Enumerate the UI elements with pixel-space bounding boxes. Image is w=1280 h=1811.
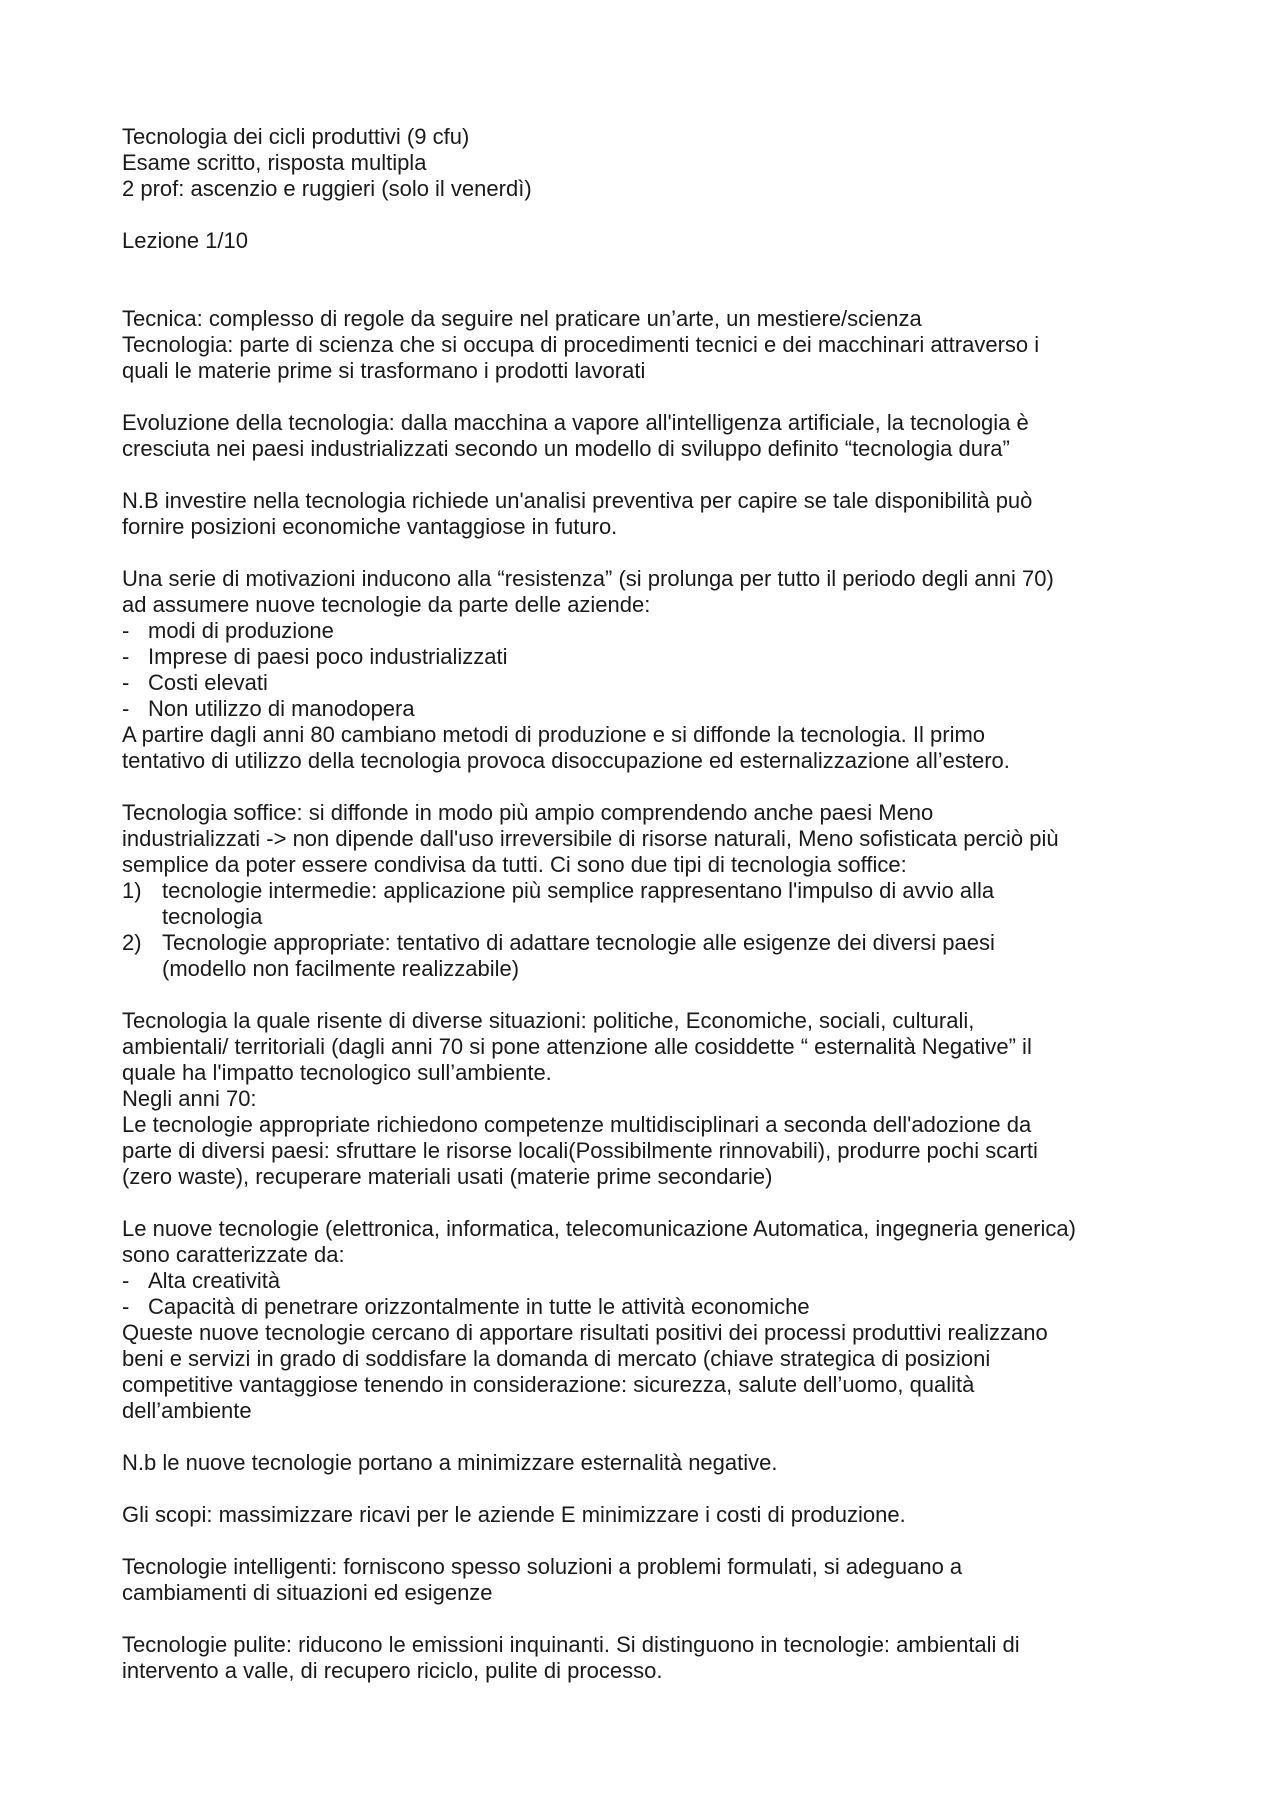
text-line: quale ha l'impatto tecnologico sull’ambiente. — [122, 1060, 552, 1085]
text-line: tentativo di utilizzo della tecnologia provoca disoccupazione ed esternalizzazione all’estero. — [122, 748, 1010, 773]
exam-info: Esame scritto, risposta multipla — [122, 150, 427, 175]
definitions-paragraph — [122, 306, 1182, 384]
text-line: Le tecnologie appropriate richiedono competenze multidisciplinari a seconda dell'adozione da — [122, 1112, 1032, 1137]
text-line: fornire posizioni economiche vantaggiose in futuro. — [122, 514, 618, 539]
list-item: - Alta creatività — [122, 1268, 281, 1293]
nb-externalities-paragraph — [122, 1450, 1182, 1476]
text-line: Tecnologie pulite: riducono le emissioni inquinanti. Si distinguono in tecnologie: ambientali di — [122, 1632, 1020, 1657]
text-line: Negli anni 70: — [122, 1086, 257, 1111]
text-line: industrializzati -> non dipende dall'uso irreversibile di risorse naturali, Meno sofisticata perciò più — [122, 826, 1059, 851]
text-line: parte di diversi paesi: sfruttare le risorse locali(Possibilmente rinnovabili), produrre pochi scarti — [122, 1138, 1038, 1163]
text-line: ad assumere nuove tecnologie da parte delle aziende: — [122, 592, 651, 617]
text-line: N.B investire nella tecnologia richiede un'analisi preventiva per capire se tale disponibilità può — [122, 488, 1033, 513]
list-item: - Capacità di penetrare orizzontalmente in tutte le attività economiche — [122, 1294, 810, 1319]
text-line: N.b le nuove tecnologie portano a minimizzare esternalità negative. — [122, 1450, 778, 1475]
text-line: Le nuove tecnologie (elettronica, informatica, telecomunicazione Automatica, ingegneria generica) — [122, 1216, 1076, 1241]
goals-paragraph — [122, 1502, 1182, 1528]
clean-technologies-paragraph — [122, 1632, 1182, 1684]
text-line: Una serie di motivazioni inducono alla “resistenza” (si prolunga per tutto il periodo degli anni 70) — [122, 566, 1054, 591]
numbered-item: 1) tecnologie intermedie: applicazione più semplice rappresentano l'impulso di avvio alla tecnologia — [122, 878, 995, 929]
soft-technology-paragraph — [122, 800, 1182, 982]
text-line: Tecnologia la quale risente di diverse situazioni: politiche, Economiche, sociali, culturali, — [122, 1008, 975, 1033]
course-title: Tecnologia dei cicli produttivi (9 cfu) — [122, 124, 470, 149]
text-line: Tecnologia soffice: si diffonde in modo più ampio comprendendo anche paesi Meno — [122, 800, 934, 825]
text-line: A partire dagli anni 80 cambiano metodi di produzione e si diffonde la tecnologia. Il primo — [122, 722, 986, 747]
text-line: Tecnologie intelligenti: forniscono spesso soluzioni a problemi formulati, si adeguano a — [122, 1554, 963, 1579]
list-item: - Imprese di paesi poco industrializzati — [122, 644, 508, 669]
new-technologies-paragraph — [122, 1216, 1182, 1424]
text-line: semplice da poter essere condivisa da tutti. Ci sono due tipi di tecnologia soffice: — [122, 852, 907, 877]
list-item: - Non utilizzo di manodopera — [122, 696, 415, 721]
text-line: competitive vantaggiose tenendo in considerazione: sicurezza, salute dell’uomo, qualità — [122, 1372, 975, 1397]
text-line: dell’ambiente — [122, 1398, 252, 1423]
text-line: cresciuta nei paesi industrializzati secondo un modello di sviluppo definito “tecnologia dura” — [122, 436, 1010, 461]
text-line: cambiamenti di situazioni ed esigenze — [122, 1580, 493, 1605]
text-line: sono caratterizzate da: — [122, 1242, 345, 1267]
lesson-number: Lezione 1/10 — [122, 228, 248, 253]
text-line: quali le materie prime si trasformano i prodotti lavorati — [122, 358, 646, 383]
numbered-item: 2) Tecnologie appropriate: tentativo di adattare tecnologie alle esigenze dei diversi paesi (modello non facilmente realizzabile) — [122, 930, 995, 981]
situations-paragraph — [122, 1008, 1182, 1190]
document-page — [122, 124, 1182, 1710]
nb-investment-paragraph — [122, 488, 1182, 540]
text-line: Queste nuove tecnologie cercano di apportare risultati positivi dei processi produttivi realizzano — [122, 1320, 1048, 1345]
list-item: - modi di produzione — [122, 618, 334, 643]
text-line: ambientali/ territoriali (dagli anni 70 si pone attenzione alle cosiddette “ esternalità Negative” il — [122, 1034, 1032, 1059]
resistance-paragraph — [122, 566, 1182, 774]
professors-info: 2 prof: ascenzio e ruggieri (solo il venerdì) — [122, 176, 532, 201]
text-line: Tecnica: complesso di regole da seguire nel praticare un’arte, un mestiere/scienza — [122, 306, 922, 331]
text-line: Gli scopi: massimizzare ricavi per le aziende E minimizzare i costi di produzione. — [122, 1502, 906, 1527]
text-line: intervento a valle, di recupero riciclo, pulite di processo. — [122, 1658, 663, 1683]
course-header — [122, 124, 1182, 202]
evolution-paragraph — [122, 410, 1182, 462]
text-line: Tecnologia: parte di scienza che si occupa di procedimenti tecnici e dei macchinari attraverso i — [122, 332, 1040, 357]
smart-technologies-paragraph — [122, 1554, 1182, 1606]
text-line: (zero waste), recuperare materiali usati (materie prime secondarie) — [122, 1164, 773, 1189]
list-item: - Costi elevati — [122, 670, 268, 695]
text-line: beni e servizi in grado di soddisfare la domanda di mercato (chiave strategica di posizioni — [122, 1346, 991, 1371]
text-line: Evoluzione della tecnologia: dalla macchina a vapore all'intelligenza artificiale, la tecnologia è — [122, 410, 1029, 435]
